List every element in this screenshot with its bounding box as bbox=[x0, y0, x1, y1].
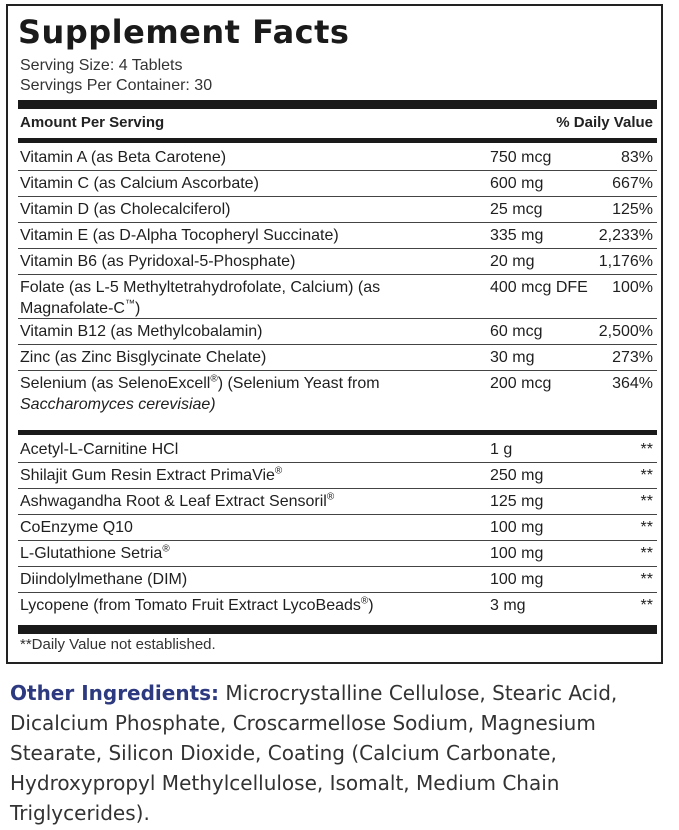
thick-rule bbox=[18, 100, 657, 109]
footnote: **Daily Value not established. bbox=[20, 636, 216, 653]
daily-value-percent: 100% bbox=[612, 279, 653, 296]
ingredient-name-continued: Magnafolate-C™) bbox=[20, 298, 141, 317]
daily-value-label: % Daily Value bbox=[556, 114, 653, 131]
ingredient-amount: 335 mg bbox=[490, 227, 544, 244]
ingredient-amount: 60 mcg bbox=[490, 323, 543, 340]
medium-rule bbox=[18, 138, 657, 143]
ingredient-name: Vitamin E (as D-Alpha Tocopheryl Succinate) bbox=[20, 227, 339, 244]
row-divider bbox=[18, 222, 657, 223]
daily-value-percent: ** bbox=[640, 597, 653, 614]
ingredient-amount: 200 mcg bbox=[490, 375, 552, 392]
daily-value-percent: ** bbox=[640, 441, 653, 458]
ingredient-name: L-Glutathione Setria® bbox=[20, 543, 170, 562]
ingredient-name: Folate (as L-5 Methyltetrahydrofolate, Calcium) (as Magnafolate-C™) bbox=[20, 277, 480, 319]
row-divider bbox=[18, 170, 657, 171]
ingredient-amount: 20 mg bbox=[490, 253, 535, 270]
ingredient-name: Vitamin A (as Beta Carotene) bbox=[20, 149, 227, 166]
row-divider bbox=[18, 196, 657, 197]
column-header bbox=[20, 114, 653, 134]
daily-value-percent: 273% bbox=[612, 349, 653, 366]
daily-value-percent: 667% bbox=[612, 175, 653, 192]
ingredient-name: Vitamin B12 (as Methylcobalamin) bbox=[20, 323, 263, 340]
ingredient-name: Ashwagandha Root & Leaf Extract Sensoril® bbox=[20, 491, 335, 510]
ingredient-amount: 125 mg bbox=[490, 493, 544, 510]
ingredient-amount: 100 mg bbox=[490, 571, 544, 588]
bottom-thick-rule bbox=[18, 625, 657, 634]
ingredient-amount: 600 mg bbox=[490, 175, 544, 192]
ingredient-amount: 100 mg bbox=[490, 519, 544, 536]
ingredient-amount: 3 mg bbox=[490, 597, 526, 614]
ingredient-name: Vitamin B6 (as Pyridoxal-5-Phosphate) bbox=[20, 253, 296, 270]
row-divider bbox=[18, 566, 657, 567]
row-divider bbox=[18, 318, 657, 319]
panel-title: Supplement Facts bbox=[18, 13, 350, 51]
daily-value-percent: 125% bbox=[612, 201, 653, 218]
ingredient-name: Shilajit Gum Resin Extract PrimaVie® bbox=[20, 465, 283, 484]
ingredient-amount: 750 mcg bbox=[490, 149, 552, 166]
ingredient-name: Lycopene (from Tomato Fruit Extract LycoBeads®) bbox=[20, 595, 374, 614]
servings-per-container: Servings Per Container: 30 bbox=[20, 77, 213, 94]
ingredient-name: Selenium (as SelenoExcell®) (Selenium Yeast from Saccharomyces cerevisiae) bbox=[20, 373, 480, 415]
ingredient-name: Vitamin D (as Cholecalciferol) bbox=[20, 201, 231, 218]
row-divider bbox=[18, 344, 657, 345]
supplement-facts-panel bbox=[6, 4, 663, 664]
ingredient-amount: 25 mcg bbox=[490, 201, 543, 218]
other-ingredients-text: Microcrystalline Cellulose, Stearic Acid, Dicalcium Phosphate, Croscarmellose Sodium, Magnesium Stearate, Silicon Dioxide, Coating (Calcium Carbonate, Hydroxypropyl Methylcellulose, Isomalt, Medium Chain Triglycerides). bbox=[10, 681, 618, 825]
row-divider bbox=[18, 592, 657, 593]
daily-value-percent: ** bbox=[640, 545, 653, 562]
daily-value-percent: ** bbox=[640, 493, 653, 510]
row-divider bbox=[18, 370, 657, 371]
section-rule bbox=[18, 430, 657, 435]
ingredient-name: Zinc (as Zinc Bisglycinate Chelate) bbox=[20, 349, 267, 366]
ingredient-amount: 400 mcg DFE bbox=[490, 279, 588, 296]
daily-value-percent: ** bbox=[640, 519, 653, 536]
ingredient-amount: 1 g bbox=[490, 441, 513, 458]
ingredient-amount: 250 mg bbox=[490, 467, 544, 484]
daily-value-percent: 2,233% bbox=[598, 227, 653, 244]
row-divider bbox=[18, 462, 657, 463]
ingredient-name: Diindolylmethane (DIM) bbox=[20, 571, 188, 588]
ingredient-name: Vitamin C (as Calcium Ascorbate) bbox=[20, 175, 259, 192]
ingredient-name-continued: Saccharomyces cerevisiae) bbox=[20, 396, 216, 413]
other-ingredients bbox=[10, 678, 650, 828]
row-divider bbox=[18, 488, 657, 489]
row-divider bbox=[18, 274, 657, 275]
daily-value-percent: 364% bbox=[612, 375, 653, 392]
ingredient-amount: 100 mg bbox=[490, 545, 544, 562]
daily-value-percent: 83% bbox=[620, 149, 653, 166]
row-divider bbox=[18, 514, 657, 515]
daily-value-percent: ** bbox=[640, 571, 653, 588]
serving-size: Serving Size: 4 Tablets bbox=[20, 57, 183, 74]
ingredient-name: Acetyl-L-Carnitine HCl bbox=[20, 441, 179, 458]
amount-per-serving-label: Amount Per Serving bbox=[20, 114, 165, 131]
row-divider bbox=[18, 248, 657, 249]
ingredient-name: CoEnzyme Q10 bbox=[20, 519, 133, 536]
ingredient-amount: 30 mg bbox=[490, 349, 535, 366]
daily-value-percent: 2,500% bbox=[598, 323, 653, 340]
other-ingredients-label: Other Ingredients: bbox=[10, 681, 220, 705]
row-divider bbox=[18, 540, 657, 541]
daily-value-percent: ** bbox=[640, 467, 653, 484]
daily-value-percent: 1,176% bbox=[598, 253, 653, 270]
